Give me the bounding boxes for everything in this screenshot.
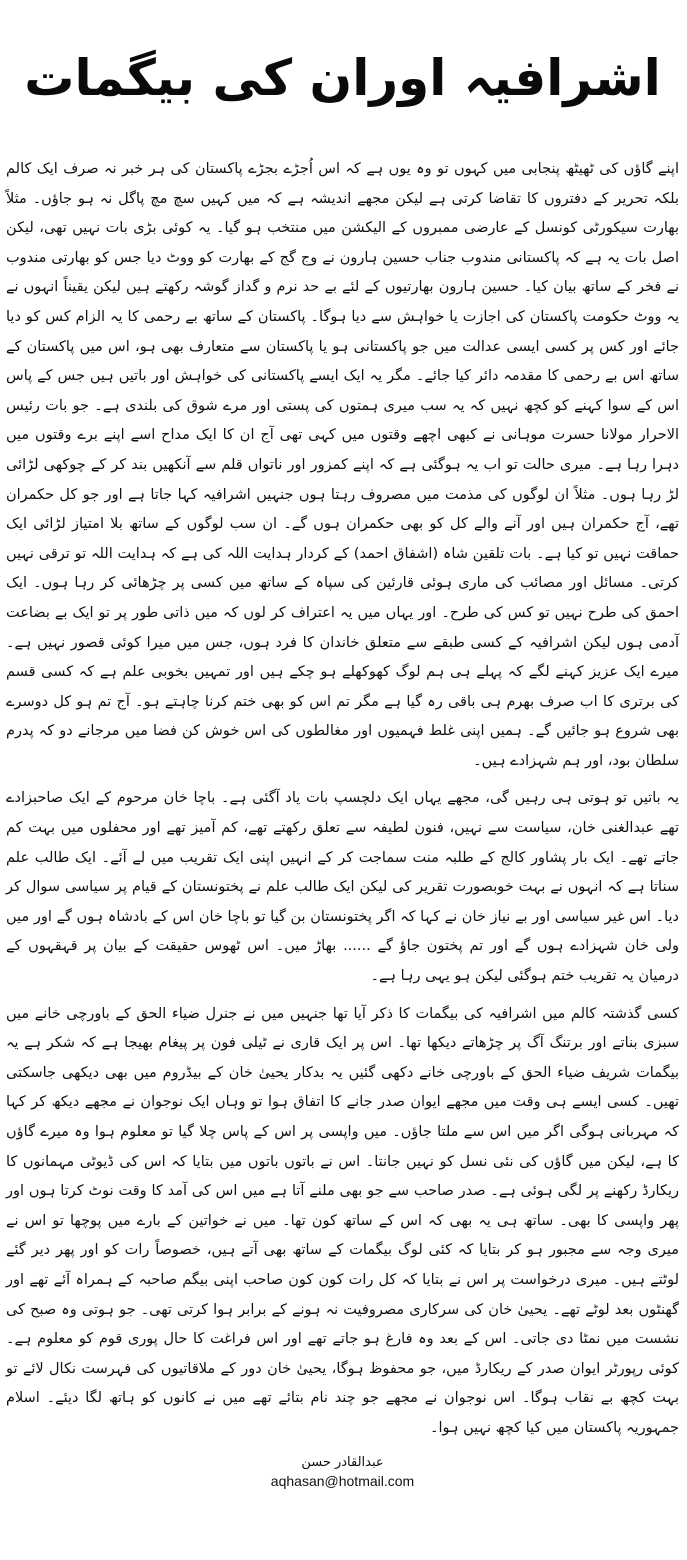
author-email: aqhasan@hotmail.com xyxy=(270,1472,415,1489)
article-headline: اشرافیہ اوران کی بیگمات xyxy=(24,48,661,107)
article-paragraph-1: اپنے گاؤں کی ٹھیٹھ پنجابی میں کہوں تو وہ یوں ہے کہ اس اُجڑے بجڑے پاکستان کی ہر خبر نہ صرف ایک کالم بلکہ تحریر کے دفتروں کا تقاضا کرتی ہے لیکن مجھے اندیشہ ہے کہ میں کہیں سچ مچ پاگل نہ ہو جاؤں۔ مثلاً بھارت سیکورٹی کونسل کے عارضی ممبروں کے الیکشن میں منتخب ہو گیا۔ یہ کوئی بڑی بات نہیں تھی، لیکن اصل بات یہ ہے کہ پاکستانی مندوب جناب حسین ہارون نے وج گج کے بھارت کو ووٹ دیا جس کو بھارتی مندوب نے فخر کے ساتھ بیان کیا۔ حسین ہارون بھارتیوں کے لئے بے حد نرم و گداز گوشہ رکھتے ہیں لیکن یقیناً انہوں نے یہ ووٹ حکومت پاکستان کی اجازت یا خواہش سے دیا ہوگا۔ پاکستان کے ساتھ بے رحمی کا یہ الزام کس کو دیا جائے اور کس پر کسی ایسی عدالت میں جو پاکستانی ہو یا پاکستان سے متعارف بھی ہو، اس میں پاکستان کے ساتھ اس بے رحمی کا مقدمہ دائر کیا جائے۔ مگر یہ ایک ایسے پاکستانی کی خواہش اور باتیں ہیں جس کے پاس اس کے سوا کہنے کو کچھ نہیں کہ یہ سب میری ہمتوں کی پستی اور مرے شوق کی بلندی ہے۔ جو بات رئیس الاحرار مولانا حسرت موہانی نے کبھی اچھے وقتوں میں کہی تھی آج ان کا ایک مداح اسے اپنے برے وقتوں میں دہرا رہا ہے۔ میری حالت تو اب یہ ہوگئی ہے کہ اپنے کمزور اور ناتواں قلم سے آنکھیں بند کر کے چوکھی لڑائی لڑ رہا ہوں۔ مثلاً ان لوگوں کی مذمت میں مصروف رہتا ہوں جنہیں اشرافیہ کہا جاتا ہے اور جو کل حکمران تھے، آج حکمران ہیں اور آنے والے کل کو بھی حکمران ہوں گے۔ ان سب لوگوں کے ساتھ بلا امتیاز لڑائی ایک حماقت نہیں تو کیا ہے۔ بات تلقین شاہ (اشفاق احمد) کے کردار ہدایت اللہ کی ہے کہ ہدایت اللہ تو ترقی نہیں کرتی۔ مسائل اور مصائب کی ماری ہوئی قارئین کی سپاہ کے ساتھ میں کسی پر چڑھائی کر رہا ہوں۔ ایک احمق کی طرح نہیں تو کس کی طرح۔ اور یہاں میں یہ اعتراف کر لوں کہ میں ذاتی طور پر تو ایک بے بضاعت آدمی ہوں لیکن اشرافیہ کے کسی طبقے سے متعلق خاندان کا فرد ہوں، جس میں میرا کوئی قصور نہیں ہے۔ میرے ایک عزیز کہنے لگے کہ پہلے ہی ہم لوگ کھوکھلے ہو چکے ہیں اور تمہیں بخوبی علم ہے کہ کسی قسم کی برتری کا اب صرف بھرم ہی باقی رہ گیا ہے مگر تم اس کو بھی ختم کرنا چاہتے ہو۔ آج تم ہو کل دوسرے بھی شروع ہو جائیں گے۔ ہمیں اپنی غلط فہمیوں اور مغالطوں کی اس خوش کن فضا میں مرجانے دو کہ پدرم سلطان بود، اور ہم شہزادے ہیں۔ xyxy=(6,161,679,769)
article-paragraph-3: کسی گذشتہ کالم میں اشرافیہ کی بیگمات کا ذکر آیا تھا جنہیں میں نے جنرل ضیاء الحق کے باورچی خانے میں سبزی بناتے اور برتنگ آگ پر چڑھاتے دیکھا تھا۔ اس پر ایک قاری نے ٹیلی فون پر پیغام بھیجا ہے کہ شکر ہے یہ بیگمات شریف ضیاء الحق کے باورچی خانے دکھی گئیں یہ بدکار یحییٰ خان کے بیڈروم میں بھی دیکھی جاسکتی تھیں۔ کسی ایسے ہی وقت میں مجھے ایوان صدر جانے کا اتفاق ہوا تو وہاں ایک نوجوان نے مجھے دیکھ کر کہا کہ مہربانی ہوگی اگر میں اس سے ملتا جاؤں۔ میں واپسی پر اس کے پاس چلا گیا تو معلوم ہوا وہ میرے گاؤں کا ہے، لیکن میں گاؤں کی نئی نسل کو نہیں جانتا۔ اس نے باتوں باتوں میں بتایا کہ اس کی ڈیوٹی مہمانوں کا ریکارڈ رکھنے پر لگی ہوئی ہے۔ صدر صاحب سے جو بھی ملنے آتا ہے میں اس کی آمد کا وقت نوٹ کرتا ہوں اور پھر واپسی کا بھی۔ ساتھ ہی یہ بھی کہ اس کے ساتھ کون تھا۔ میں نے خواتین کے بارے میں پوچھا تو اس نے میری وجہ سے مجبور ہو کر بتایا کہ کئی لوگ بیگمات کے ساتھ بھی آتے ہیں، خصوصاً رات کو اور پھر دیر گئے لوٹتے ہیں۔ میری درخواست پر اس نے بتایا کہ کل رات کون کون صاحب اپنی بیگم صاحبہ کے ہمراہ آئے تھے اور گھنٹوں بعد لوٹے تھے۔ یحییٰ خان کی سرکاری مصروفیت نہ ہونے کے برابر ہوا کرتی تھی۔ جو ہوتی وہ صبح کی نشست میں نمٹا دی جاتی۔ اس کے بعد وہ فارغ ہو جاتے تھے اور اس فراغت کا حال پوری قوم کو معلوم ہے۔ کوئی رپورٹر ایوان صدر کے ریکارڈ میں، جو محفوظ ہوگا، یحییٰ خان دور کے ملاقاتیوں کی فہرست نکال لائے تو بہت کچھ بے نقاب ہوگا۔ اس نوجوان نے مجھے جو چند نام بتائے تھے میں نے کانوں کو ہاتھ لگا دیئے۔ اسلام جمہوریہ پاکستان میں کیا کچھ نہیں ہوا۔ xyxy=(6,1005,679,1436)
article-paragraph-2: یہ باتیں تو ہوتی ہی رہیں گی، مجھے یہاں ایک دلچسپ بات یاد آگئی ہے۔ باچا خان مرحوم کے ایک صاحبزادے تھے عبدالغنی خان، سیاست سے نہیں، فنون لطیفہ سے تعلق رکھتے تھے، کم آمیز تھے اور محفلوں میں بہت کم جاتے تھے۔ ایک بار پشاور کالج کے طلبہ منت سماجت کر کے انہیں اپنی ایک تقریب میں لے آئے۔ ایک طالب علم سناتا ہے کہ انہوں نے بہت خوبصورت تقریر کی لیکن ایک طالب علم نے پختونستان کے قیام پر سیاسی سوال کر دیا۔ اس غیر سیاسی اور بے نیاز خان نے کہا کہ اگر پختونستان بن گیا تو باچا خان اس کے بادشاہ ہوں گے اور میں ولی خان شہزادے ہوں گے اور تم پختون جاؤ گے ...... بھاڑ میں۔ اس ٹھوس حقیقت کے بیان پر قہقہوں کے درمیان یہ تقریب ختم ہوگئی لیکن ہو یہی رہا ہے۔ xyxy=(6,790,679,985)
author-byline: عبدالقادر حسن xyxy=(301,1454,384,1470)
article-body xyxy=(6,155,679,1444)
paragraph-spacer xyxy=(6,992,679,1000)
paragraph-spacer xyxy=(6,776,679,784)
